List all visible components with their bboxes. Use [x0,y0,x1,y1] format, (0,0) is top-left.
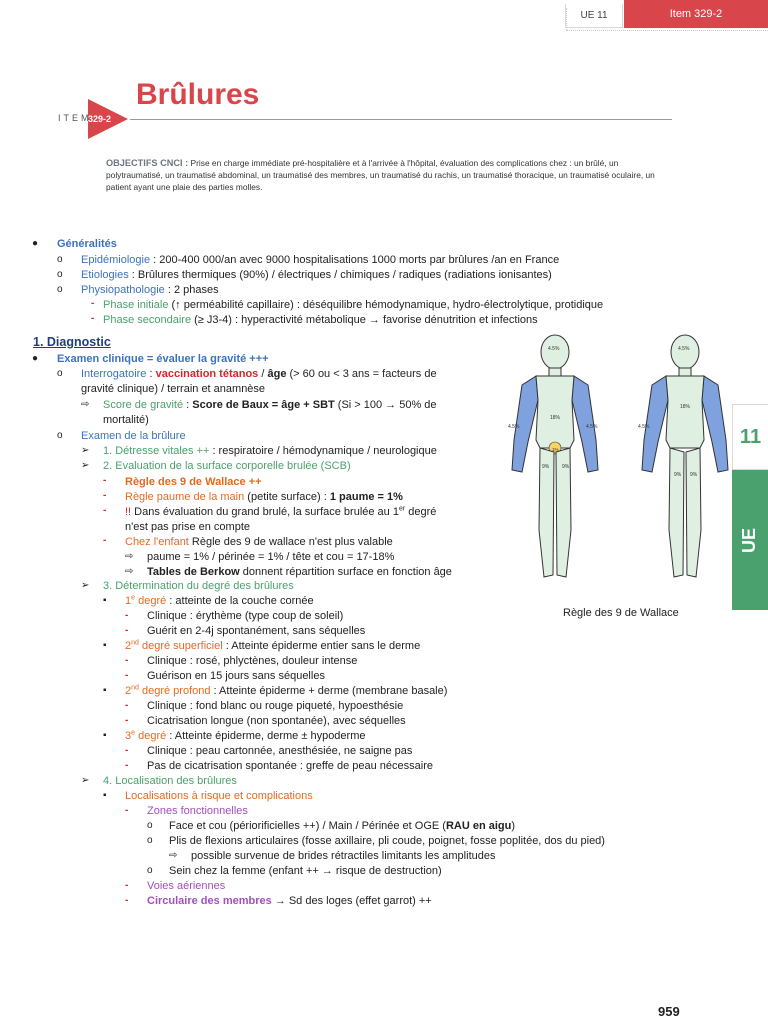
zone-face-text: Face et cou (périorificielles ++) / Main / Périnée et OGE ( [169,820,446,832]
body-back [638,335,728,577]
grand-brule-line [125,505,436,519]
d3-text: : Atteinte épiderme, derme ± hypoderme [166,730,366,742]
detresse-line [103,444,437,458]
back-neck [679,368,691,376]
local-risque: Localisations à risque et complications [125,790,313,802]
page-title: Brûlures [136,78,260,111]
bullet-dash: - [91,313,95,324]
detresse-label: 1. Détresse vitales ++ [103,445,210,457]
d2s-sup: nd [131,639,139,647]
interro-slash: / [258,368,268,380]
phase1-line [103,298,603,312]
bullet-triangle-icon: ➢ [81,580,90,591]
grand-brule-end: degré [405,506,437,518]
paume-line [125,490,403,504]
back-leg-right [669,448,684,577]
circ-text: → Sd des loges (effet garrot) ++ [271,895,432,907]
bullet-dash: - [125,700,129,711]
back-head [671,335,699,369]
bullet-dash: - [125,625,129,636]
d2s-text: : Atteinte épiderme entier sans le derme [222,640,421,652]
degre-title: 3. Détermination du degré des brûlures [103,580,294,592]
front-neck [549,368,561,376]
epidemio-label: Epidémiologie [81,254,151,266]
detresse-text: : respiratoire / hémodynamique / neurologique [209,445,437,457]
circ-label: Circulaire des membres [147,895,272,907]
voies-line: Voies aériennes [147,880,226,892]
bullet-arrow-icon: ⇨ [169,850,178,861]
vaccination: vaccination tétanos [155,368,259,380]
paume-text: (petite surface) : [244,491,330,503]
d3-clin: Clinique : peau cartonnée, anesthésiée, ne saigne pas [147,745,413,757]
bullet-dash: - [125,655,129,666]
d1-clin: Clinique : érythème (type coup de soleil) [147,610,344,622]
bullet-circle: o [57,269,63,280]
exam-title: Examen clinique = évaluer la gravité +++ [57,353,269,365]
objectives [106,157,666,193]
front-leg-right-label: 9% [542,464,550,470]
bullet-circle: o [57,284,63,295]
front-trunk-label: 18% [550,415,561,421]
evaluation-line: 2. Evaluation de la surface corporelle brulée (SCB) [103,460,351,472]
d1-line [125,594,314,608]
physio-line [81,283,219,297]
epidemio-line [81,253,559,267]
bullet-dash: - [103,505,107,516]
bullet-arrow-icon: ⇨ [81,399,90,410]
interro-label: Interrogatoire [81,368,147,380]
back-arm-left [702,376,728,472]
grand-brule-sup: er [398,505,406,513]
bullet-square-icon: ▪ [103,730,107,741]
d2p-text: : Atteinte épiderme + derme (membrane basale) [210,685,448,697]
bullet-dash: - [91,298,95,309]
bullet-dot: ● [32,238,39,249]
score-rest: (Si > 100 → 50% de [334,399,437,411]
bullet-dash: - [125,715,129,726]
zone-face-end: ) [511,820,516,832]
side-tab-ue-label: UE [739,527,760,553]
back-leg-left-label: 9% [690,472,698,478]
bullet-circle: o [147,835,153,846]
front-perineum-label: 1% [552,447,559,452]
zone-rau: RAU en aigu [445,820,512,832]
item-tab: Item 329-2 [624,0,768,28]
grand-brule-line2: n'est pas prise en compte [125,521,251,533]
front-arm-right-label: 4.5% [508,424,520,430]
d2p-word: degré profond [138,685,211,697]
back-trunk-label: 18% [680,404,691,410]
etio-text: : Brûlures thermiques (90%) / électriques / chimiques / radiques (radiations ionisantes) [128,269,552,281]
back-leg-left [686,448,701,577]
front-leg-left-label: 9% [562,464,570,470]
interro-sep: : [146,368,156,380]
zone-sein: Sein chez la femme (enfant ++ → risque de destruction) [169,865,442,877]
epidemio-text: : 200-400 000/an avec 9000 hospitalisations 1000 morts par brûlures /an en France [150,254,560,266]
d1-num: 1 [125,595,132,607]
d2p-sup: nd [131,684,139,692]
d1-guer: Guérit en 2-4j spontanément, sans séquelles [147,625,366,637]
d3-num: 3 [125,730,132,742]
bullet-square-icon: ▪ [103,640,107,651]
d1-sup: e [131,594,136,602]
bullet-dot: ● [32,353,39,364]
exam-brulure: Examen de la brûlure [81,430,186,442]
page-number: 959 [658,1004,680,1019]
interro-rest: (> 60 ou < 3 ans = facteurs de [286,368,437,380]
d1-text: : atteinte de la couche cornée [166,595,314,607]
bullet-triangle-icon: ➢ [81,460,90,471]
etio-line [81,268,552,282]
paume-bold: 1 paume = 1% [329,491,403,503]
d3-word: degré [135,730,167,742]
back-head-label: 4.5% [678,346,690,352]
score-line [103,398,437,412]
bullet-dash: - [125,760,129,771]
wallace-line: Règle des 9 de Wallace ++ [125,476,262,488]
d2p-clin: Clinique : fond blanc ou rouge piqueté, hypoesthésie [147,700,404,712]
phase2-line [103,313,538,327]
generalites-title: Généralités [57,238,117,250]
circ-line [147,894,432,908]
d2p-num: 2 [125,685,132,697]
front-head-label: 4.5% [548,346,560,352]
body-front [508,335,598,577]
d2s-guer: Guérison en 15 jours sans séquelles [147,670,325,682]
d2p-cica: Cicatrisation longue (non spontanée), avec séquelles [147,715,406,727]
d2p-line [125,684,447,698]
interro-line2: gravité clinique) / terrain et anamnèse [81,383,266,395]
physio-text: : 2 phases [164,284,219,296]
bullet-dash: - [125,670,129,681]
enfant-label: Chez l'enfant [125,536,189,548]
front-head [541,335,569,369]
score-sep: : [183,399,193,411]
bullet-circle: o [57,368,63,379]
d3-sup: e [131,729,136,737]
berkow-line [147,565,452,579]
bullet-triangle-icon: ➢ [81,445,90,456]
phase2-label: Phase secondaire [103,314,192,326]
bullet-dash: - [125,895,129,906]
bullet-dash: - [103,475,107,486]
diagnostic-heading: 1. Diagnostic [33,335,111,349]
enfant-paume: paume = 1% / périnée = 1% / tête et cou = 17-18% [147,551,395,563]
d1-word: degré [135,595,167,607]
objectives-label: OBJECTIFS CNCI : [106,158,189,168]
bullet-dash: - [125,805,129,816]
bullet-arrow-icon: ⇨ [125,551,134,562]
zone-brides: possible survenue de brides rétractiles limitants les amplitudes [191,850,496,862]
bullet-circle: o [57,254,63,265]
d3-line [125,729,366,743]
item-number: 329-2 [88,114,112,124]
zone-plis: Plis de flexions articulaires (fosse axillaire, pli coude, poignet, fosse poplitée, dos du pied) [169,835,605,847]
grand-brule-text: Dans évaluation du grand brulé, la surface brulée au 1 [131,506,399,518]
bullet-circle: o [57,430,63,441]
score-label: Score de gravité [103,399,184,411]
bullet-triangle-icon: ➢ [81,775,90,786]
berkow-bold: Tables de Berkow [147,566,240,578]
bullet-dash: - [125,610,129,621]
front-arm-left-label: 4.5% [586,424,598,430]
zones-title: Zones fonctionnelles [147,805,248,817]
etio-label: Etiologies [81,269,129,281]
title-rule [130,119,672,120]
bullet-dash: - [125,745,129,756]
phase1-text: (↑ perméabilité capillaire) : déséquilibre hémodynamique, hydro-électrolytique, protidique [168,299,604,311]
bullet-circle: o [147,865,153,876]
back-leg-right-label: 9% [674,472,682,478]
zone-face [169,819,515,833]
bullet-arrow-icon: ⇨ [125,566,134,577]
side-tab-number: 11 [732,404,768,470]
bullet-dash: - [103,490,107,501]
d2s-line [125,639,420,653]
bullet-square-icon: ▪ [103,790,107,801]
phase1-label: Phase initiale [103,299,169,311]
local-title: 4. Localisation des brûlures [103,775,237,787]
enfant-line [125,535,393,549]
interro-line [81,367,437,381]
d2s-word: degré superficiel [138,640,223,652]
d2s-num: 2 [125,640,132,652]
berkow-text: donnent répartition surface en fonction âge [239,566,452,578]
bullet-square-icon: ▪ [103,685,107,696]
back-trunk [666,376,704,448]
age: âge [267,368,287,380]
header-divider [566,30,768,31]
score-bold: Score de Baux = âge + SBT [192,399,335,411]
ue-tab: UE 11 [565,4,623,28]
grand-brule-marks: !! [125,506,132,518]
bullet-circle: o [147,820,153,831]
front-trunk [536,376,574,448]
physio-label: Physiopathologie [81,284,165,296]
objectives-text: Prise en charge immédiate pré-hospitalière et à l'arrivée à l'hôpital, évaluation des complications chez : un brûlé, un polytraumatisé, un traumatisé abdominal, un traumatisé des membres, un traumatisé du rachis, un traumatisé thoracique, un traumatisé oculaire, un patient ayant une plaie des parties molles. [106,158,655,192]
paume-label: Règle paume de la main [125,491,245,503]
back-arm-label: 4.5% [638,424,650,430]
enfant-text: Règle des 9 de wallace n'est plus valable [188,536,393,548]
bullet-square-icon: ▪ [103,595,107,606]
phase2-text: (≥ J3-4) : hyperactivité métabolique → favorise dénutrition et infections [191,314,538,326]
bullet-dash: - [125,880,129,891]
wallace-body-figure [510,330,740,600]
figure-caption: Règle des 9 de Wallace [563,607,679,619]
bullet-dash: - [103,535,107,546]
item-label: ITEM [58,113,92,123]
d2s-clin: Clinique : rosé, phlyctènes, douleur intense [147,655,358,667]
d3-cica: Pas de cicatrisation spontanée : greffe de peau nécessaire [147,760,433,772]
score-line2: mortalité) [103,414,149,426]
